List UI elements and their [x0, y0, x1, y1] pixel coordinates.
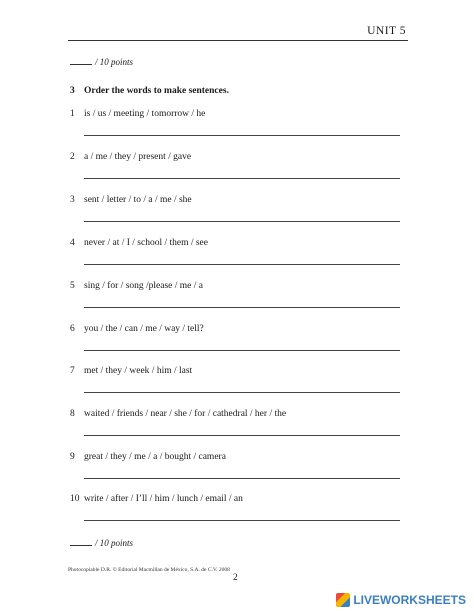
- points-label-bottom: / 10 points: [95, 538, 134, 548]
- exercise-item: [70, 366, 400, 396]
- section-instruction: Order the words to make sentences.: [84, 86, 229, 96]
- item-number: 10: [70, 494, 80, 504]
- item-number: 1: [70, 109, 75, 119]
- item-words: sent / letter / to / a / me / she: [84, 195, 192, 205]
- exercise-item: [70, 494, 400, 524]
- item-number: 6: [70, 324, 75, 334]
- brand-name: LIVEWORKSHEETS: [353, 593, 466, 607]
- copyright-credit: Photocopiable D.R. © Editorial Macmillan de México, S.A. de C.V. 2008: [68, 567, 230, 573]
- answer-line[interactable]: [84, 435, 400, 436]
- item-words: sing / for / song /please / me / a: [84, 281, 203, 291]
- unit-header: [68, 24, 408, 41]
- item-words: a / me / they / present / gave: [84, 152, 192, 162]
- answer-line[interactable]: [84, 392, 400, 393]
- points-score-top: [70, 56, 133, 67]
- exercise-item: [70, 195, 400, 225]
- item-number: 4: [70, 238, 75, 248]
- points-score-bottom: [70, 537, 133, 548]
- liveworksheets-logo-icon: [336, 593, 350, 607]
- answer-line[interactable]: [84, 520, 400, 521]
- item-number: 7: [70, 366, 75, 376]
- score-blank-top[interactable]: [70, 56, 92, 65]
- exercise-item: [70, 238, 400, 268]
- item-words: never / at / I / school / them / see: [84, 238, 208, 248]
- answer-line[interactable]: [84, 478, 400, 479]
- exercise-item: [70, 152, 400, 182]
- exercise-item: [70, 281, 400, 311]
- page-number: 2: [233, 573, 238, 583]
- answer-line[interactable]: [84, 350, 400, 351]
- item-words: met / they / week / him / last: [84, 366, 193, 376]
- answer-line[interactable]: [84, 221, 400, 222]
- answer-line[interactable]: [84, 264, 400, 265]
- item-number: 2: [70, 152, 75, 162]
- exercise-item: [70, 452, 400, 482]
- item-words: you / the / can / me / way / tell?: [84, 324, 204, 334]
- item-words: great / they / me / a / bought / camera: [84, 452, 226, 462]
- liveworksheets-logo[interactable]: [336, 592, 466, 608]
- exercise-item: [70, 324, 400, 354]
- section-number: 3: [70, 86, 75, 96]
- item-words: waited / friends / near / she / for / cathedral / her / the: [84, 409, 287, 419]
- item-words: write / after / I’ll / him / lunch / email / an: [84, 494, 243, 504]
- answer-line[interactable]: [84, 307, 400, 308]
- exercise-item: [70, 109, 400, 139]
- item-number: 8: [70, 409, 75, 419]
- item-number: 9: [70, 452, 75, 462]
- item-number: 5: [70, 281, 75, 291]
- unit-title: UNIT 5: [367, 25, 406, 37]
- answer-line[interactable]: [84, 178, 400, 179]
- points-label-top: / 10 points: [95, 57, 134, 67]
- exercise-item: [70, 409, 400, 439]
- answer-line[interactable]: [84, 135, 400, 136]
- score-blank-bottom[interactable]: [70, 537, 92, 546]
- section-heading: [70, 86, 229, 96]
- item-number: 3: [70, 195, 75, 205]
- item-words: is / us / meeting / tomorrow / he: [84, 109, 206, 119]
